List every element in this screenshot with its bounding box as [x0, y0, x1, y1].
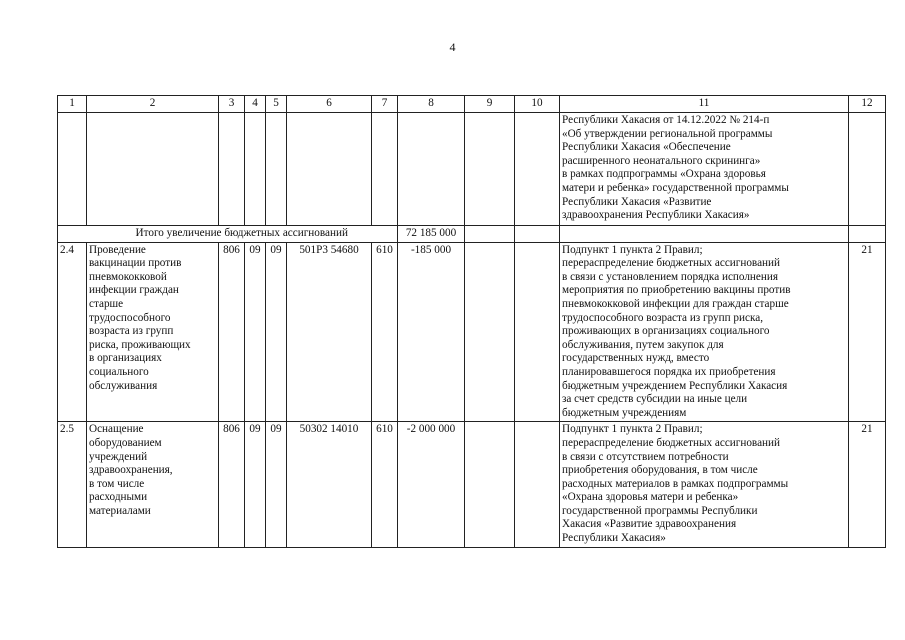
row-col12: 21	[849, 422, 886, 547]
row-col12: 21	[849, 242, 886, 422]
row-subsection: 09	[266, 422, 287, 547]
header-cell: 2	[87, 96, 219, 113]
row-amount: -2 000 000	[398, 422, 465, 547]
total-row	[58, 226, 886, 243]
row-target-article: 501Р3 54680	[287, 242, 372, 422]
header-cell: 12	[849, 96, 886, 113]
header-row	[58, 96, 886, 113]
header-cell: 7	[372, 96, 398, 113]
row-col9	[465, 422, 515, 547]
row-section: 09	[245, 422, 266, 547]
page-number: 4	[449, 40, 456, 54]
header-cell: 4	[245, 96, 266, 113]
header-cell: 10	[515, 96, 560, 113]
row-code: 806	[219, 422, 245, 547]
row-col9	[465, 242, 515, 422]
continuation-justification: Республики Хакасия от 14.12.2022 № 214-п «Об утверждении региональной программы Республики Хакасия «Обеспечение расширенного неонатального скрининга» в рамках подпрограммы «Охрана здоровья матери и ребенка» государственной программы Республики Хакасия «Развитие здравоохранения Республики Хакасия»	[560, 113, 849, 226]
row-expense-type: 610	[372, 242, 398, 422]
budget-table	[57, 95, 886, 548]
continuation-row	[58, 113, 886, 226]
table-row	[58, 422, 886, 547]
row-section: 09	[245, 242, 266, 422]
row-col10	[515, 242, 560, 422]
row-number: 2.5	[58, 422, 87, 547]
row-target-article: 50302 14010	[287, 422, 372, 547]
header-cell: 8	[398, 96, 465, 113]
header-cell: 9	[465, 96, 515, 113]
row-amount: -185 000	[398, 242, 465, 422]
header-cell: 6	[287, 96, 372, 113]
row-justification: Подпункт 1 пункта 2 Правил; перераспределение бюджетных ассигнований в связи с установлением порядка исполнения мероприятия по приобретению вакцины против пневмококковой инфекции для граждан старше трудоспособного возраста из групп риска, проживающих в организациях социального обслуживания, путем закупок для государственных нужд, вместо планировавшегося порядка их приобретения бюджетным учреждением Республики Хакасия за счет средств субсидии на иные цели бюджетным учреждениям	[560, 242, 849, 422]
row-expense-type: 610	[372, 422, 398, 547]
header-cell: 11	[560, 96, 849, 113]
row-number: 2.4	[58, 242, 87, 422]
header-cell: 3	[219, 96, 245, 113]
row-name: Проведение вакцинации против пневмококковой инфекции граждан старше трудоспособного возраста из групп риска, проживающих в организациях социального обслуживания	[87, 242, 219, 422]
header-cell: 1	[58, 96, 87, 113]
total-amount: 72 185 000	[398, 226, 465, 243]
row-code: 806	[219, 242, 245, 422]
header-cell: 5	[266, 96, 287, 113]
row-name: Оснащение оборудованием учреждений здравоохранения, в том числе расходными материалами	[87, 422, 219, 547]
total-label: Итого увеличение бюджетных ассигнований	[87, 226, 398, 243]
row-justification: Подпункт 1 пункта 2 Правил; перераспределение бюджетных ассигнований в связи с отсутствием потребности приобретения оборудования, в том числе расходных материалов в рамках подпрограммы «Охрана здоровья матери и ребенка» государственной программы Республики Хакасия «Развитие здравоохранения Республики Хакасия»	[560, 422, 849, 547]
table-row	[58, 242, 886, 422]
row-subsection: 09	[266, 242, 287, 422]
row-col10	[515, 422, 560, 547]
